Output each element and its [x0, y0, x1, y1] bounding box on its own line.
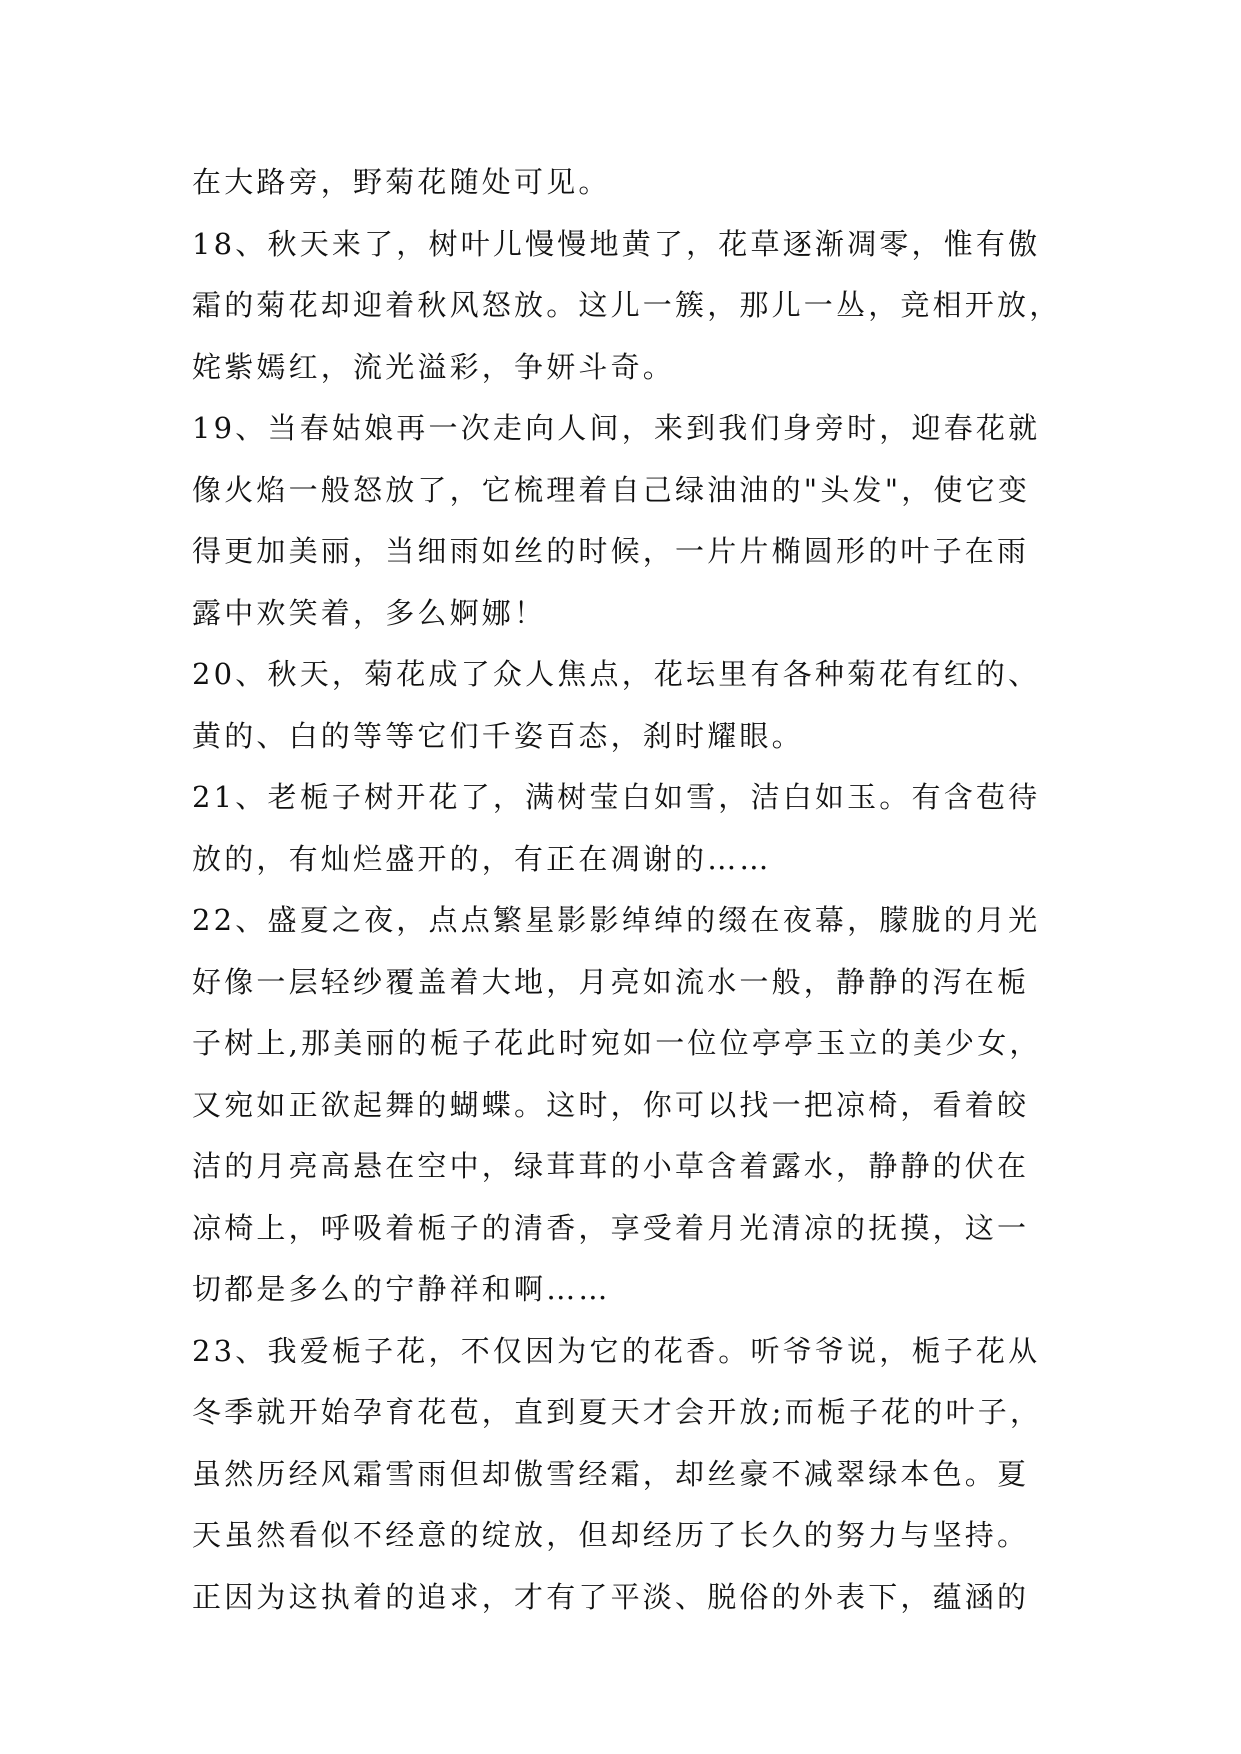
- text-line: 黄的、白的等等它们千姿百态，刹时耀眼。: [192, 718, 804, 753]
- text-line: 又宛如正欲起舞的蝴蝶。这时，你可以找一把凉椅，看着皎: [192, 1087, 1030, 1122]
- text-line: 冬季就开始孕育花苞，直到夏天才会开放;而栀子花的叶子，: [192, 1395, 1043, 1429]
- text-line: 19、当春姑娘再一次走向人间，来到我们身旁时，迎春花就: [192, 411, 1041, 445]
- text-line: 姹紫嫣红，流光溢彩，争妍斗奇。: [192, 349, 676, 384]
- text-line: 23、我爱栀子花，不仅因为它的花香。听爷爷说，栀子花从: [192, 1333, 1041, 1368]
- text-line: 洁的月亮高悬在空中，绿茸茸的小草含着露水，静静的伏在: [192, 1149, 1030, 1183]
- text-line: 18、秋天来了，树叶儿慢慢地黄了，花草逐渐凋零，惟有傲: [192, 226, 1041, 261]
- text-line: 虽然历经风霜雪雨但却傲雪经霜，却丝豪不减翠绿本色。夏: [192, 1456, 1030, 1491]
- text-line: 天虽然看似不经意的绽放，但却经历了长久的努力与坚持。: [192, 1518, 1030, 1552]
- text-line: 放的，有灿烂盛开的，有正在凋谢的……: [192, 841, 772, 876]
- text-line: 露中欢笑着，多么婀娜！: [192, 595, 547, 630]
- text-line: 在大路旁，野菊花随处可见。: [192, 165, 611, 199]
- text-line: 像火焰一般怒放了，它梳理着自己绿油油的"头发"，使它变: [192, 472, 1031, 507]
- document-page: [192, 160, 1072, 1636]
- text-line: 子树上,那美丽的栀子花此时宛如一位位亭亭玉立的美少女，: [192, 1026, 1042, 1060]
- text-line: 得更加美丽，当细雨如丝的时候，一片片椭圆形的叶子在雨: [192, 534, 1030, 568]
- text-line: 好像一层轻纱覆盖着大地，月亮如流水一般，静静的泻在栀: [192, 964, 1030, 999]
- text-line: 切都是多么的宁静祥和啊……: [192, 1272, 611, 1306]
- text-line: 凉椅上，呼吸着栀子的清香，享受着月光清凉的抚摸，这一: [192, 1210, 1030, 1245]
- text-line: 21、老栀子树开花了，满树莹白如雪，洁白如玉。有含苞待: [192, 780, 1041, 814]
- text-line: 22、盛夏之夜，点点繁星影影绰绰的缀在夜幕，朦胧的月光: [192, 903, 1041, 937]
- text-line: 正因为这执着的追求，才有了平淡、脱俗的外表下，蕴涵的: [192, 1579, 1030, 1614]
- text-line: 霜的菊花却迎着秋风怒放。这儿一簇，那儿一丛，竞相开放，: [192, 288, 1062, 322]
- text-line: 20、秋天，菊花成了众人焦点，花坛里有各种菊花有红的、: [192, 657, 1041, 691]
